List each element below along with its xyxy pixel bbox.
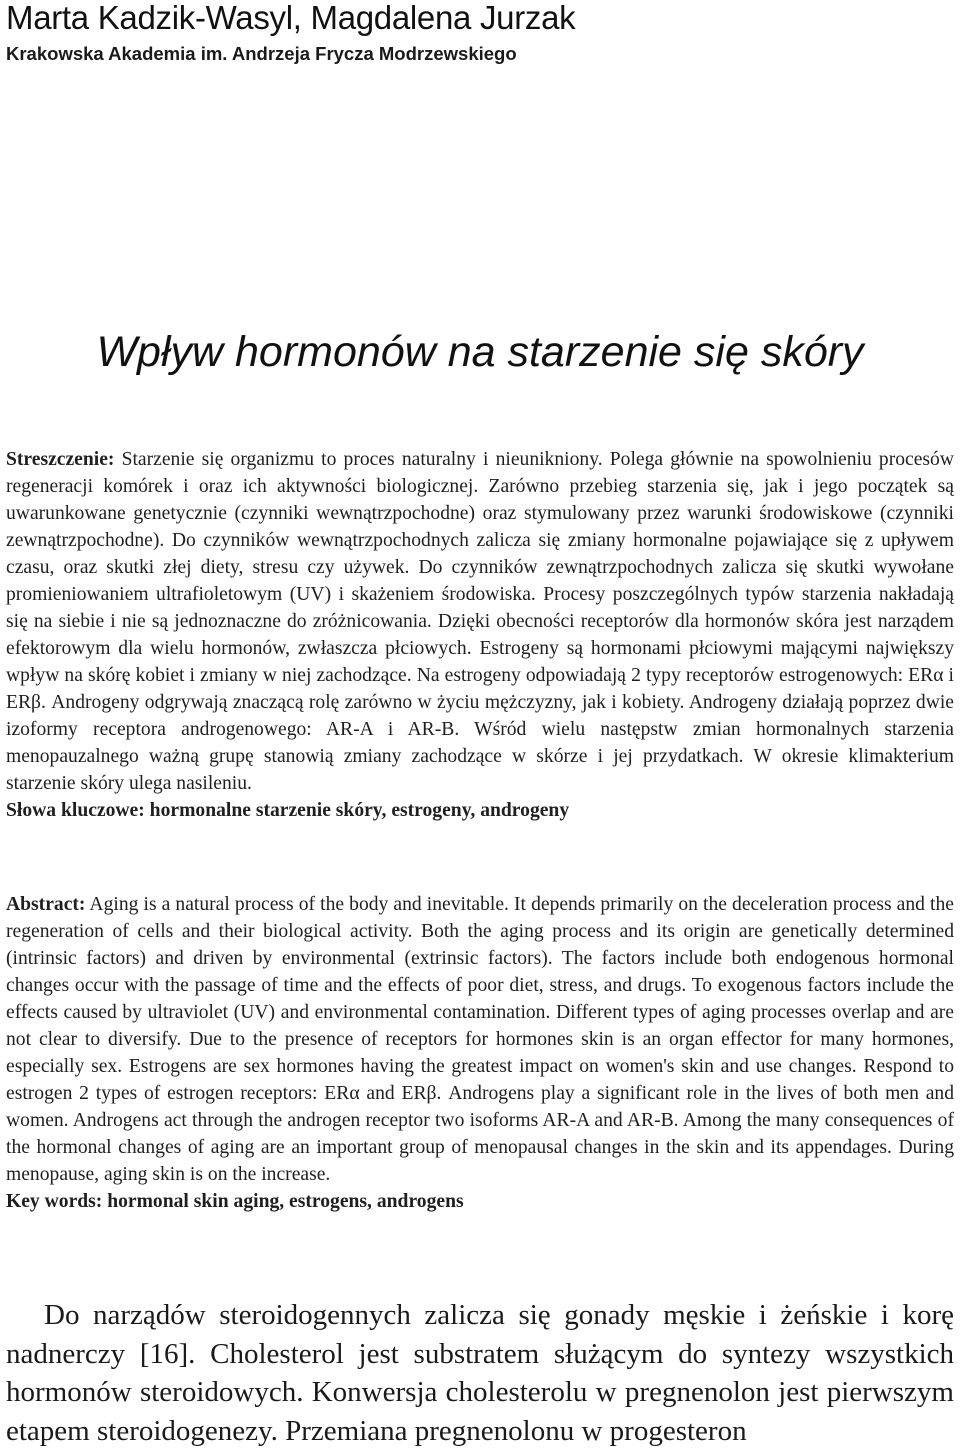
- affiliation: Krakowska Akademia im. Andrzeja Frycza Modrzewskiego: [6, 43, 517, 64]
- abstract-english: [6, 891, 954, 1215]
- keywords-english: Key words: hormonal skin aging, estrogens, androgens: [6, 1191, 464, 1212]
- abstract-english-text: Aging is a natural process of the body and inevitable. It depends primarily on the deceleration process and the regeneration of cells and their biological activity. Both the aging process and its origin are genetically determined (intrinsic factors) and driven by environmental (extrinsic factors). The factors include both endogenous hormonal changes occur with the passage of time and the effects of poor diet, stress, and drugs. To exogenous factors include the effects caused by ultraviolet (UV) and environmental contamination. Different types of aging processes overlap and are not clear to diversify. Due to the presence of receptors for hormones skin is an organ effector for many hormones, especially sex. Estrogens are sex hormones having the greatest impact on women's skin and use changes. Respond to estrogen 2 types of estrogen receptors: ERα and ERβ. Androgens play a significant role in the lives of both men and women. Androgens act through the androgen receptor two isoforms AR-A and AR-B. Among the many consequences of the hormonal changes of aging are an important group of menopausal changes in the skin and its appendages. During menopause, aging skin is on the increase.: [6, 894, 954, 1185]
- article-title: Wpływ hormonów na starzenie się skóry: [96, 328, 864, 376]
- abstract-english-label: Abstract:: [6, 894, 86, 915]
- abstract-polish-label: Streszczenie:: [6, 449, 115, 470]
- body-paragraph: Do narządów steroidogennych zalicza się gonady męskie i żeńskie i korę nadnerczy [16]. Cholesterol jest substratem służącym do syntezy wszystkich hormonów steroidowych. Konwersja cholesterolu w pregnenolon jest pierwszym etapem steroidogenezy. Przemiana pregnenolonu w progesteron: [6, 1299, 954, 1447]
- abstract-polish: [6, 446, 954, 824]
- authors: Marta Kadzik-Wasyl, Magdalena Jurzak: [6, 0, 576, 36]
- keywords-polish: Słowa kluczowe: hormonalne starzenie skóry, estrogeny, androgeny: [6, 800, 570, 821]
- abstract-polish-text: Starzenie się organizmu to proces naturalny i nieunikniony. Polega głównie na spowolnieniu procesów regeneracji komórek i oraz ich aktywności biologicznej. Zarówno przebieg starzenia się, jak i jego początek są uwarunkowane genetycznie (czynniki wewnątrzpochodne) oraz stymulowany przez warunki środowiskowe (czynniki zewnątrzpochodne). Do czynników wewnątrzpochodnych zalicza się zmiany hormonalne pojawiające się z upływem czasu, oraz skutki złej diety, stresu czy używek. Do czynników zewnątrzpochodnych zalicza się skutki wywołane promieniowaniem ultrafioletowym (UV) i skażeniem środowiska. Procesy poszczególnych typów starzenia nakładają się na siebie i nie są jednoznaczne do zróżnicowania. Dzięki obecności receptorów dla hormonów skóra jest narządem efektorowym dla wielu hormonów, zwłaszcza płciowych. Estrogeny są hormonami płciowymi mającymi największy wpływ na skórę kobiet i zmiany w niej zachodzące. Na estrogeny odpowiadają 2 typy receptorów estrogenowych: ERα i ERβ. Androgeny odgrywają znaczącą rolę zarówno w życiu mężczyzny, jak i kobiety. Androgeny działają poprzez dwie izoformy receptora androgenowego: AR-A i AR-B. Wśród wielu następstw zmian hormonalnych starzenia menopauzalnego ważną grupę stanowią zmiany zachodzące w skórze i jej przydatkach. W okresie klimakterium starzenie skóry ulega nasileniu.: [6, 449, 954, 794]
